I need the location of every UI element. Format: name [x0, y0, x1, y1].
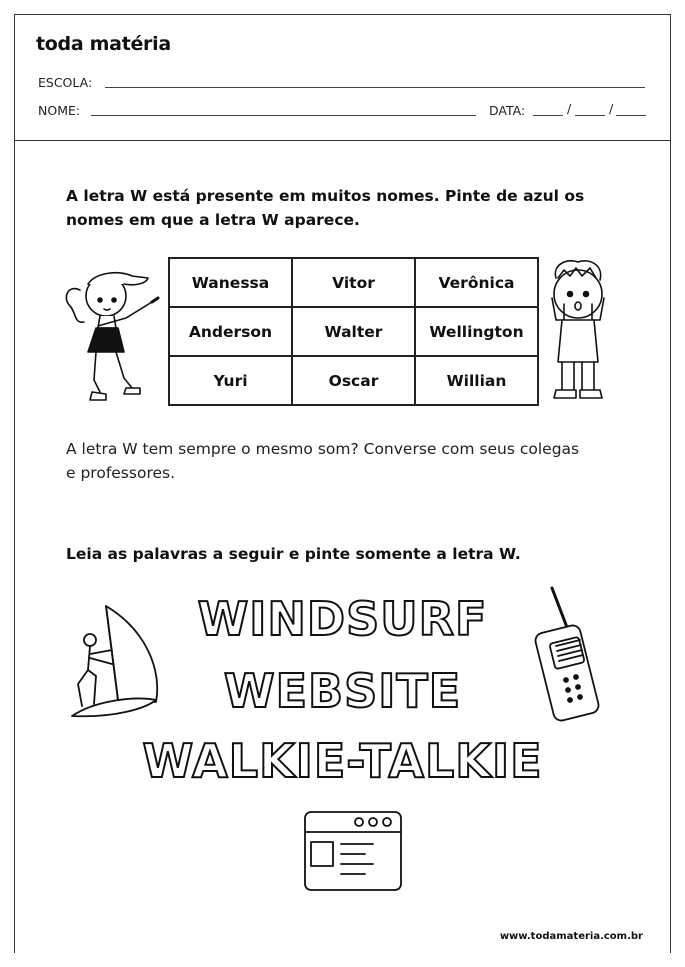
girl-golfer-illustration — [60, 262, 170, 412]
date-day-field[interactable] — [533, 115, 563, 116]
footer-url[interactable]: www.todamateria.com.br — [499, 931, 643, 942]
name-cell[interactable]: Verônica — [415, 258, 538, 307]
escola-label: ESCOLA: — [38, 75, 93, 90]
table-row — [169, 258, 538, 307]
table-row — [169, 356, 538, 405]
instruction-1-line2: nomes em que a letra W aparece. — [66, 211, 360, 229]
nome-field[interactable] — [91, 115, 476, 116]
name-cell[interactable]: Yuri — [169, 356, 292, 405]
question-line1: A letra W tem sempre o mesmo som? Converse com seus colegas — [66, 440, 580, 458]
table-row — [169, 307, 538, 356]
name-cell[interactable]: Wellington — [415, 307, 538, 356]
nome-label: NOME: — [38, 103, 81, 118]
data-label: DATA: — [489, 103, 526, 118]
instruction-2: Leia as palavras a seguir e pinte somente a letra W. — [66, 545, 521, 563]
question-text — [66, 437, 579, 485]
names-table — [168, 257, 539, 406]
instruction-1 — [66, 184, 584, 232]
date-separator: / — [567, 101, 572, 116]
website-browser-icon — [303, 810, 403, 892]
name-cell[interactable]: Willian — [415, 356, 538, 405]
name-cell[interactable]: Vitor — [292, 258, 415, 307]
date-month-field[interactable] — [575, 115, 605, 116]
word-walkie-talkie[interactable]: WALKIE-TALKIE — [142, 734, 543, 788]
logo: toda matéria — [36, 33, 171, 55]
name-cell[interactable]: Wanessa — [169, 258, 292, 307]
name-cell[interactable]: Oscar — [292, 356, 415, 405]
question-line2: e professores. — [66, 464, 176, 482]
word-website[interactable]: WEBSITE — [223, 664, 462, 718]
date-year-field[interactable] — [616, 115, 646, 116]
name-cell[interactable]: Walter — [292, 307, 415, 356]
surprised-boy-illustration — [538, 258, 618, 408]
instruction-1-line1: A letra W está presente em muitos nomes. Pinte de azul os — [66, 187, 585, 205]
word-windsurf[interactable]: WINDSURF — [197, 592, 488, 646]
name-cell[interactable]: Anderson — [169, 307, 292, 356]
escola-field[interactable] — [105, 87, 645, 88]
date-separator: / — [609, 101, 614, 116]
walkie-talkie-illustration — [530, 584, 610, 724]
